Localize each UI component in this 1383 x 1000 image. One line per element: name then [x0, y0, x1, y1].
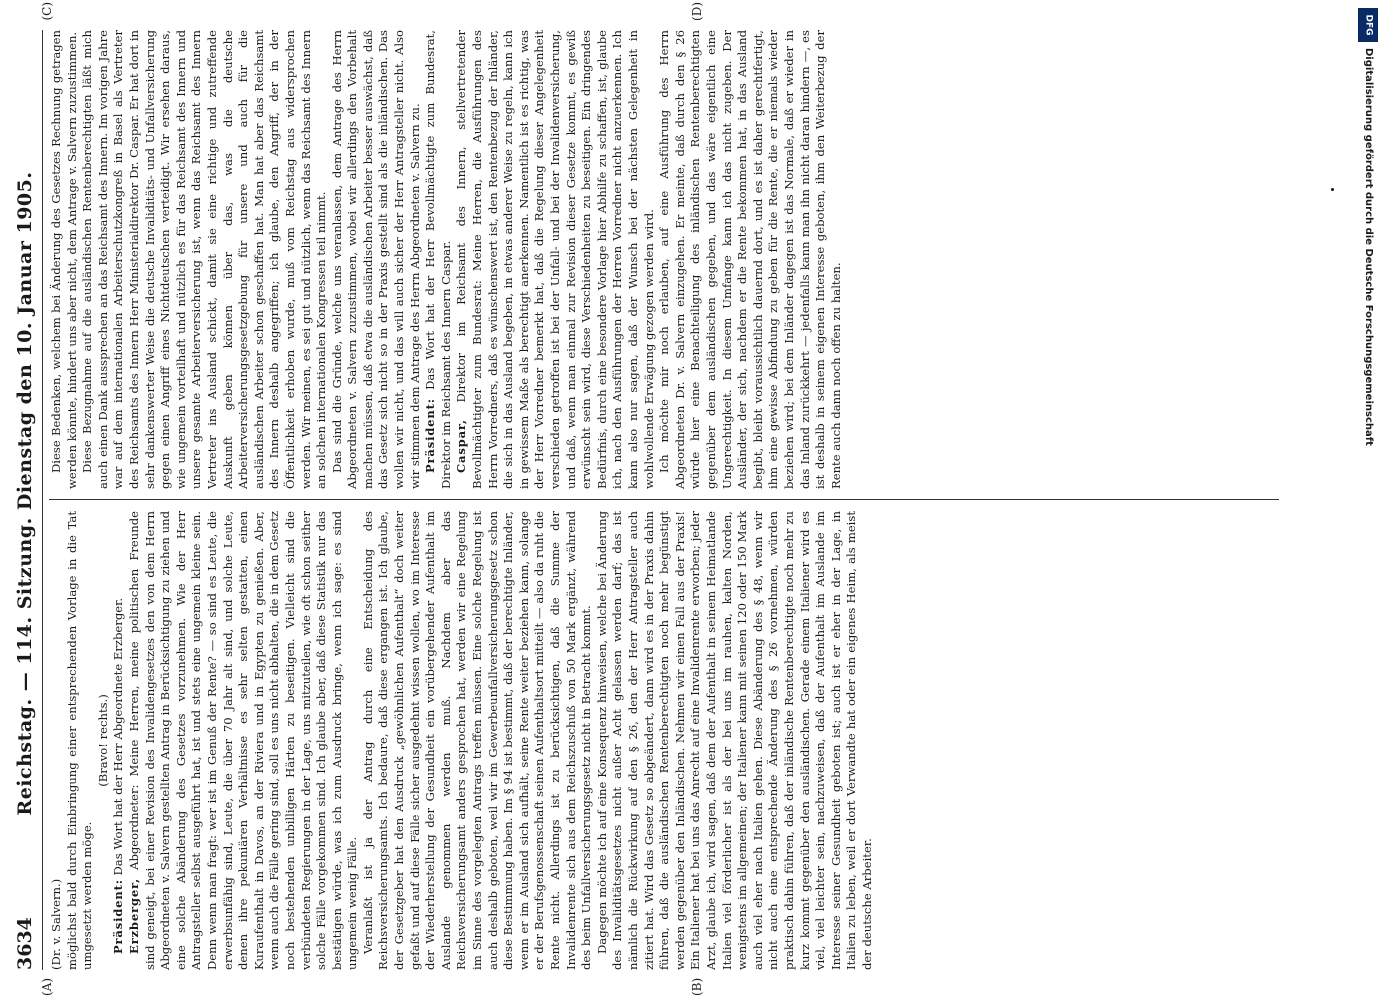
paragraph: Ich möchte mir noch erlauben, auf eine Ausführung des Herrn Abgeordneten Dr. v. Salvern einzugehen. Er meinte, daß durch den § 26 würde hier eine Benachteiligung des inländischen Rentenberechtigten gegenüber dem ausländischen gegeben, und das wäre eigentlich eine Ungerechtigkeit. In diesem Umfange kann ich das nicht zugeben. Der Ausländer, der sich, nachdem er die Rente bekommen hat, in das Ausland begibt, bleibt voraussichtlich dauernd dort, und es ist daher gerechtfertigt, ihm eine gewisse Abfindung zu geben für die Rente, die er niemals wieder beziehen wird; bei dem Inländer dagegen ist das Normale, daß er wieder in das Inland zurückkehrt — jedenfalls kann man ihn nicht daran hindern —, es ist deshalb in seinem eigenen Interesse geboten, ihm den Weiterbezug der Rente auch dann noch offen zu halten.: [657, 30, 843, 489]
dfg-credit: [1355, 48, 1381, 808]
margin-mark-a: (A): [40, 977, 54, 996]
dfg-logo-icon: DFG: [1358, 8, 1378, 42]
dfg-credit-text: Digitalisierung gefördert durch die Deutsche Forschungsgemeinschaft: [1363, 48, 1374, 446]
page-title: Reichstag. — 114. Sitzung. Dienstag den 10. Januar 1905.: [14, 171, 36, 816]
speaker-name: Caspar,: [454, 419, 469, 473]
speaker-name: Präsident:: [423, 398, 438, 473]
paragraph: Dagegen möchte ich auf eine Konsequenz hinweisen, welche bei Änderung des Invaliditätsgesetzes nicht außer Acht gelassen werden darf; das ist nämlich die Rückwirkung auf den § 26, den der Herr Antragsteller auch zitiert hat. Wird das Gesetz so abgeändert, dann wird es in der Praxis dahin führen, daß die ausländischen Rentenberechtigten noch mehr begünstigt werden gegenüber den Inländischen. Nehmen wir einen Fall aus der Praxis! Ein Italiener hat bei uns das Anrecht auf eine Invalidenrente erworben; jeder Arzt, glaube ich, wird sagen, daß dem der Aufenthalt in seinem Heimatlande Italien viel förderlicher ist als der bei uns im rauhen, kalten Norden, wenigstens im allgemeinen; der Italiener kann mit seinen 120 oder 150 Mark auch viel eher nach Italien gehen. Diese Abänderung des § 48, wenn wir nicht auch eine entsprechende Änderung des § 26 vornehmen, würden praktisch dahin führen, daß der inländische Rentenberechtigte noch mehr zu kurz kommt gegenüber den ausländischen. Gerade einem Italiener wird es viel, viel leichter sein, nachzuweisen, daß der Aufenthalt im Auslande im Interesse seiner Gesundheit geboten ist; auch ist er eher in der Lage, in Italien zu leben, weil er dort Verwandte hat oder ein eigenes Heim, als meist der deutsche Arbeiter.: [594, 511, 874, 970]
paragraph: Präsident: Das Wort hat der Herr Bevollmächtigte zum Bundesrat, Direktor im Reichsamt des Innern Caspar.: [423, 30, 453, 489]
margin-mark-b: (B): [690, 977, 704, 996]
page-header: [14, 30, 43, 970]
left-column: [49, 511, 1279, 970]
paragraph: Caspar, Direktor im Reichsamt des Innern, stellvertretender Bevollmächtigter zum Bundesrat: Meine Herren, die Ausführungen des Herrn Vorredners, daß es wünschenswert ist, den Rentenbezug der Inländer, die sich in das Ausland begeben, in etwas anderer Weise zu regeln, kann ich in gewissem Maße als berechtigt anerkennen. Namentlich ist es richtig, was der Herr Vorredner bemerkt hat, daß die Regelung dieser Angelegenheit verschieden getroffen ist bei der Unfall- und bei der Invalidenversicherung, und daß, wenn man einmal zur Revision dieser Gesetze kommt, es gewiß erwünscht sein wird, diese Verschiedenheiten zu beseitigen. Ein dringendes Bedürfnis, durch eine besondere Vorlage hier Abhilfe zu schaffen, ist, glaube ich, nach den Ausführungen der Herren Vorredner nicht anzuerkennen. Ich kann also nur sagen, daß der Wunsch bei der nächsten Gelegenheit in wohlwollende Erwägung gezogen werden wird.: [454, 30, 656, 489]
column-divider: [49, 499, 1279, 500]
right-column: [49, 30, 1279, 489]
margin-mark-d: (D): [690, 2, 704, 21]
paragraph: möglichst bald durch Einbringung einer entsprechenden Vorlage in die Tat umgesetzt werden möge.: [64, 511, 95, 970]
margin-mark-c: (C): [40, 2, 54, 21]
interjection: (Bravo! rechts.): [95, 694, 110, 787]
speaker-continuation-label: (Dr. v. Salvern.): [49, 878, 63, 970]
ink-dot: [1331, 188, 1334, 191]
page-number: 3634: [14, 917, 36, 970]
paragraph: Diese Bedenken, welchem bei Änderung des Gesetzes Rechnung getragen werden könnte, hindert uns aber nicht, dem Antrage v. Salvern zuzustimmen.: [49, 30, 79, 489]
paragraph: Diese Bezugnahme auf die ausländischen Rentenberechtigten läßt mich auch einen Dank aussprechen an das Reichsamt des Innern. Im vorigen Jahre war auf dem internationalen Arbeiterschutzkongreß in Basel als Vertreter des Reichsamts des Innern Herr Ministerialdirektor Dr. Caspar. Er hat dort in sehr dankenswerter Weise die deutsche Invaliditäts- und Unfallversicherung gegen einen Angriff eines Nichtdeutschen verteidigt. Wir ersehen daraus, wie ungemein vorteilhaft und nützlich es für das Reichsamt des Innern und unsere gesamte Arbeiterversicherung ist, wenn das Reichsamt des Innern Vertreter ins Ausland schickt, damit sie eine richtige und zutreffende Auskunft geben können über das, was die deutsche Arbeiterversicherungsgesetzgebung für unsere und auch für die ausländischen Arbeiter schon geschaffen hat. Man hat aber das Reichsamt des Innern deshalb angegriffen; ich glaube, den Angriff, der in der Öffentlichkeit erhoben wurde, muß vom Reichstag aus widersprochen werden. Wir meinen, es sei gut und nützlich, wenn das Reichsamt des Innern an solchen internationalen Kongressen teil nimmt.: [80, 30, 329, 489]
paragraph: Veranlaßt ist ja der Antrag durch eine Entscheidung des Reichsversicherungsamts. Ich bedaure, daß diese ergangen ist. Ich glaube, der Gesetzgeber hat den Ausdruck „gewöhnlichen Aufenthalt“ doch weiter gefaßt und auf diese Fälle sicher ausgedehnt wissen wollen, wo im Interesse der Wiederherstellung der Gesundheit ein vorübergehender Aufenthalt im Auslande genommen werden muß. Nachdem aber das Reichsversicherungsamt anders gesprochen hat, werden wir eine Regelung im Sinne des vorgelegten Antrags treffen müssen. Eine solche Regelung ist auch deshalb geboten, weil wir im Gewerbeunfallversicherungsgesetz schon diese Bestimmung haben. Im § 94 ist bestimmt, daß der berechtigte Inländer, wenn er im Ausland sich aufhält, seine Rente weiter beziehen kann, solange er der Berufsgenossenschaft seinen Aufenthaltsort mitteilt — also da ruht die Rente nicht. Allerdings ist zu berücksichtigen, daß die Summe der Invalidenrente sich aus dem Reichszuschuß von 50 Mark ergänzt, während des beim Unfallversicherungsgesetz nicht in Betracht kommt.: [360, 511, 594, 970]
digitization-sidebar: [1355, 0, 1381, 1000]
paragraph: Präsident: Das Wort hat der Herr Abgeordnete Erzberger.: [111, 597, 126, 954]
paragraph: Das sind die Gründe, welche uns veranlassen, dem Antrage des Herrn Abgeordneten v. Salvern zuzustimmen, wobei wir allerdings den Vorbehalt machen müssen, daß etwa die ausländischen Arbeiter besser auswächst, daß das Gesetz sich nicht so in der Praxis gestellt sind als die inländischen. Das wollen wir nicht, und das will auch sicher der Herr Antragsteller nicht. Also wir stimmen dem Antrage des Herrn Abgeordneten v. Salvern zu.: [329, 30, 422, 489]
paragraph: Erzberger, Abgeordneter: Meine Herren, meine politischen Freunde sind geneigt, bei einer Revision des Invalidengesetzes den von dem Herrn Abgeordneten v. Salvern gestellten Antrag in Berücksichtigung zu ziehen und eine solche Abänderung des Gesetzes vorzunehmen. Wie der Herr Antragsteller selbst ausgeführt hat, ist und stets eine ungemein kleine sein. Denn wenn man fragt: wer ist im Genuß der Rente? — so sind es Leute, die erwerbsunfähig sind, Leute, die über 70 Jahr alt sind, und solche Leute, denen ihre pekuniären Verhältnisse es sehr selten gestatten, einen Kuraufenthalt in Davos, an der Riviera und in Egypten zu genießen. Aber, wenn auch die Fälle gering sind, soll es uns nicht abhalten, die in dem Gesetz noch bestehenden unbilligen Härten zu beseitigen. Vielleicht sind die verbündeten Regierungen in der Lage, uns mitzuteilen, wie oft schon seither solche Fälle vorgekommen sind. Ich glaube aber, daß diese Statistik nur das bestätigen würde, was ich zum Ausdruck bringe, wenn ich sage: es sind ungemein wenig Fälle.: [126, 511, 360, 970]
text-columns: [49, 30, 1279, 970]
speaker-name: Präsident:: [111, 879, 126, 954]
speaker-name: Erzberger,: [126, 878, 141, 954]
